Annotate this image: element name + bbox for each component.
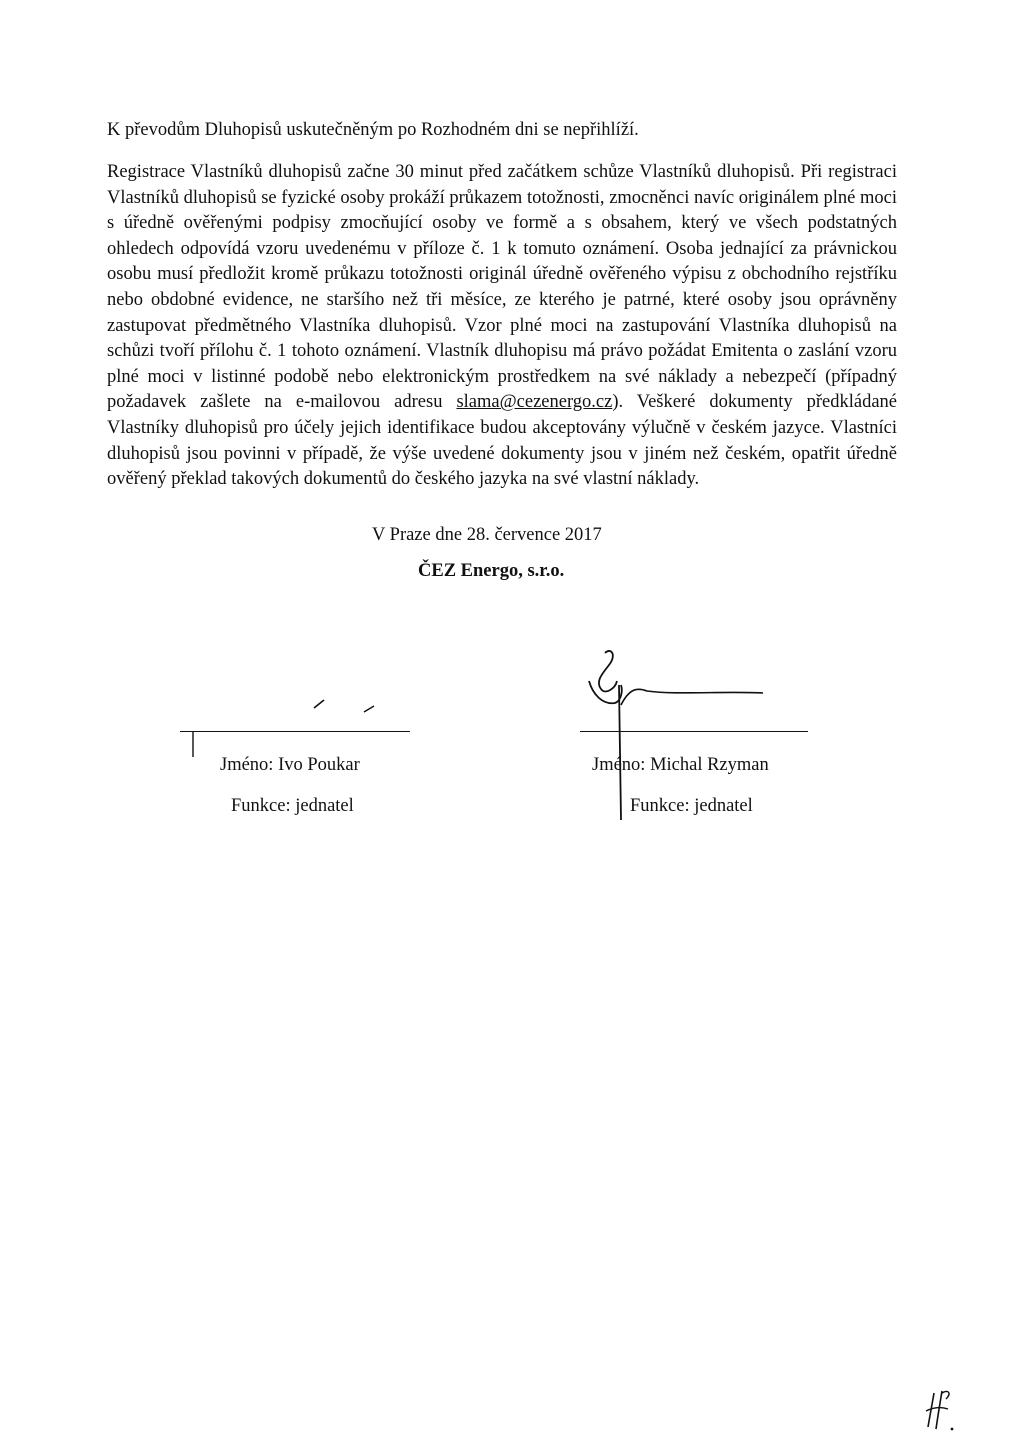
right-signature-line: [580, 731, 808, 732]
paragraph-text-part-1: Registrace Vlastníků dluhopisů začne 30 minut před začátkem schůze Vlastníků dluhopisů. Při registraci Vlastníků dluhopisů se fyzické osoby prokáží průkazem totožnosti, zmocněnci navíc originálem plné moci s úředně ověřenými podpisy zmocňující osoby ve formě a s obsahem, který ve všech podstatných ohledech odpovídá vzoru uvedenému v příloze č. 1 k tomuto oznámení. Osoba jednající za právnickou osobu musí předložit kromě průkazu totožnosti originál úředně ověřeného výpisu z obchodního rejstříku nebo obdobné evidence, ne staršího než tři měsíce, ze kterého je patrné, které osoby jsou oprávněny zastupovat předmětného Vlastníka dluhopisů. Vzor plné moci na zastupování Vlastníka dluhopisů na schůzi tvoří přílohu č. 1 tohoto oznámení. Vlastník dluhopisu má právo požádat Emitenta o zaslání vzoru plné moci v listinné podobě nebo elektronickým prostředkem na své náklady a nebezpečí (případný požadavek zašlete na e-mailovou adresu: [107, 162, 897, 413]
left-signatory-role: Funkce: jednatel: [231, 796, 354, 816]
corner-initials-mark: [922, 1385, 962, 1435]
left-signatory-name: Jméno: Ivo Poukar: [220, 755, 360, 775]
right-signatory-name: Jméno: Michal Rzyman: [592, 755, 769, 775]
email-link[interactable]: slama@cezenergo.cz: [456, 392, 613, 413]
place-date: V Praze dne 28. července 2017: [372, 525, 602, 545]
left-signature-mark: [300, 690, 390, 720]
registration-paragraph: [107, 160, 897, 493]
left-signature-line: [180, 731, 410, 732]
left-bracket-mark: [190, 731, 202, 761]
intro-line: K převodům Dluhopisů uskutečněným po Rozhodném dni se nepřihlíží.: [107, 120, 639, 140]
right-signatory-role: Funkce: jednatel: [630, 796, 753, 816]
paragraph-text-part-2: ). Veškeré dokumenty předkládané Vlastníky dluhopisů pro účely jejich identifikace budou akceptovány výlučně v českém jazyce. Vlastníci dluhopisů jsou povinni v případě, že výše uvedené dokumenty jsou v jiném než českém, opatřit úředně ověřený překlad takových dokumentů do českého jazyka na své vlastní náklady.: [107, 392, 897, 490]
company-name: ČEZ Energo, s.r.o.: [418, 561, 565, 581]
